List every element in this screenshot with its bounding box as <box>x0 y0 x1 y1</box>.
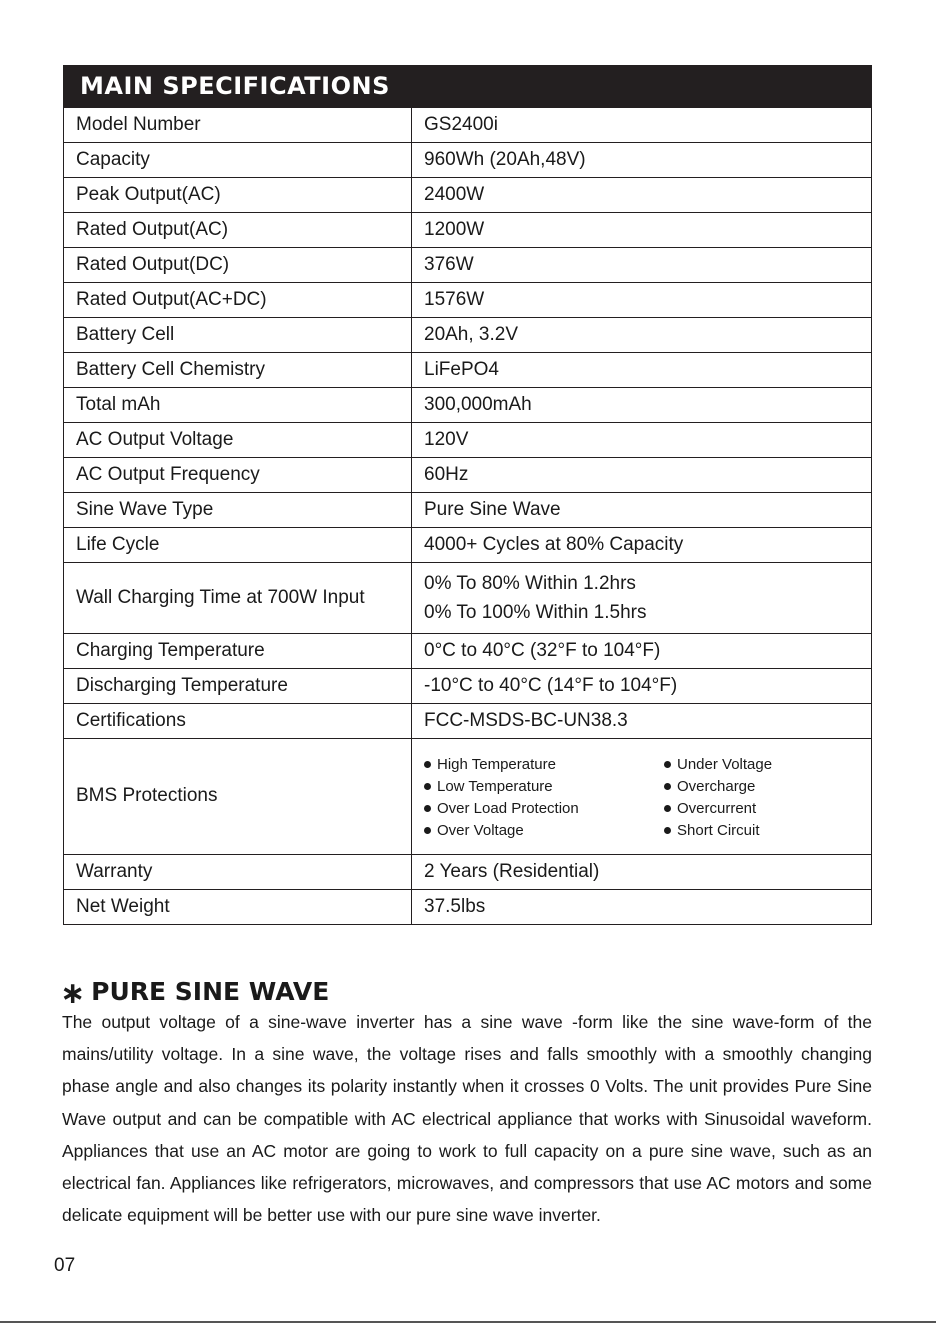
list-item <box>424 821 664 840</box>
table-row <box>64 528 872 563</box>
list-item <box>424 799 664 818</box>
table-row <box>64 248 872 283</box>
table-row <box>64 634 872 669</box>
charging-time-line: 0% To 80% Within 1.2hrs <box>424 573 636 594</box>
spec-label: Peak Output(AC) <box>64 178 412 213</box>
protection-label: Short Circuit <box>677 822 760 839</box>
spec-value: FCC-MSDS-BC-UN38.3 <box>412 704 872 739</box>
list-item <box>664 777 864 796</box>
list-item <box>664 799 864 818</box>
spec-table <box>63 107 872 925</box>
protection-label: Overcharge <box>677 778 756 795</box>
spec-value: 300,000mAh <box>412 388 872 423</box>
spec-value: GS2400i <box>412 108 872 143</box>
spec-label: Wall Charging Time at 700W Input <box>64 563 412 634</box>
table-row <box>64 423 872 458</box>
table-row <box>64 318 872 353</box>
page-number: 07 <box>54 1255 76 1276</box>
spec-label: Net Weight <box>64 890 412 925</box>
table-row <box>64 855 872 890</box>
spec-value: 37.5lbs <box>412 890 872 925</box>
spec-value: 2400W <box>412 178 872 213</box>
bullet-icon <box>664 805 671 812</box>
spec-label: Life Cycle <box>64 528 412 563</box>
section-body-text: The output voltage of a sine-wave inverter has a sine wave -form like the sine wave-form of the mains/utility voltage. In a sine wave, the voltage rises and falls smoothly with a smoothly changing phase angle and also changes its polarity instantly when it crosses 0 Volts. The unit provides Pure Sine Wave output and can be compatible with AC electrical appliance that works with Sinusoidal waveform. Appliances that use an AC motor are going to work to full capacity on a pure sine wave, such as an electrical fan. Appliances like refrigerators, microwaves, and compressors that use AC motors and some delicate equipment will be better use with our pure sine wave inverter. <box>62 1012 872 1226</box>
main-specifications <box>63 65 872 925</box>
spec-value: 20Ah, 3.2V <box>412 318 872 353</box>
table-row <box>64 388 872 423</box>
spec-label: Sine Wave Type <box>64 493 412 528</box>
spec-label: BMS Protections <box>64 739 412 855</box>
spec-value: 60Hz <box>412 458 872 493</box>
charging-time-line: 0% To 100% Within 1.5hrs <box>424 602 647 623</box>
spec-value: 0°C to 40°C (32°F to 104°F) <box>412 634 872 669</box>
protection-label: Under Voltage <box>677 756 773 773</box>
table-row <box>64 458 872 493</box>
spec-label: AC Output Frequency <box>64 458 412 493</box>
spec-value: 2 Years (Residential) <box>412 855 872 890</box>
spec-label: Rated Output(AC) <box>64 213 412 248</box>
bullet-icon <box>424 761 431 768</box>
bullet-icon <box>424 827 431 834</box>
bullet-icon <box>664 827 671 834</box>
table-row <box>64 704 872 739</box>
table-row <box>64 283 872 318</box>
bullet-icon <box>424 783 431 790</box>
spec-value: Pure Sine Wave <box>412 493 872 528</box>
spec-label: Warranty <box>64 855 412 890</box>
table-row <box>64 890 872 925</box>
asterisk-icon: ∗ <box>60 976 86 1011</box>
bottom-divider <box>0 1321 936 1323</box>
spec-label: Discharging Temperature <box>64 669 412 704</box>
spec-value: LiFePO4 <box>412 353 872 388</box>
bullet-icon <box>664 761 671 768</box>
table-row <box>64 213 872 248</box>
list-item <box>424 777 664 796</box>
table-row <box>64 669 872 704</box>
spec-label: Battery Cell <box>64 318 412 353</box>
bullet-icon <box>424 805 431 812</box>
spec-label: Model Number <box>64 108 412 143</box>
section-heading <box>60 976 330 1011</box>
list-item <box>664 821 864 840</box>
spec-value: 1576W <box>412 283 872 318</box>
protection-label: Low Temperature <box>437 778 553 795</box>
list-item <box>424 755 664 774</box>
spec-label: Certifications <box>64 704 412 739</box>
spec-value: -10°C to 40°C (14°F to 104°F) <box>412 669 872 704</box>
spec-label: Rated Output(DC) <box>64 248 412 283</box>
table-row <box>64 143 872 178</box>
protection-label: Over Voltage <box>437 822 524 839</box>
table-row <box>64 563 872 634</box>
spec-value <box>412 563 872 634</box>
table-row <box>64 353 872 388</box>
spec-label: Battery Cell Chemistry <box>64 353 412 388</box>
spec-value: 960Wh (20Ah,48V) <box>412 143 872 178</box>
spec-value: 376W <box>412 248 872 283</box>
bullet-icon <box>664 783 671 790</box>
table-row <box>64 178 872 213</box>
spec-label: Total mAh <box>64 388 412 423</box>
table-row <box>64 739 872 855</box>
spec-value: 1200W <box>412 213 872 248</box>
spec-table-title: MAIN SPECIFICATIONS <box>63 65 872 107</box>
spec-label: Charging Temperature <box>64 634 412 669</box>
section-title: PURE SINE WAVE <box>91 976 330 1006</box>
spec-value: 4000+ Cycles at 80% Capacity <box>412 528 872 563</box>
protection-label: High Temperature <box>437 756 556 773</box>
table-row <box>64 108 872 143</box>
protection-label: Overcurrent <box>677 800 757 817</box>
spec-label: AC Output Voltage <box>64 423 412 458</box>
spec-value: 120V <box>412 423 872 458</box>
spec-label: Capacity <box>64 143 412 178</box>
table-row <box>64 493 872 528</box>
protection-label: Over Load Protection <box>437 800 579 817</box>
bms-protections-list <box>412 739 872 855</box>
spec-label: Rated Output(AC+DC) <box>64 283 412 318</box>
list-item <box>664 755 864 774</box>
